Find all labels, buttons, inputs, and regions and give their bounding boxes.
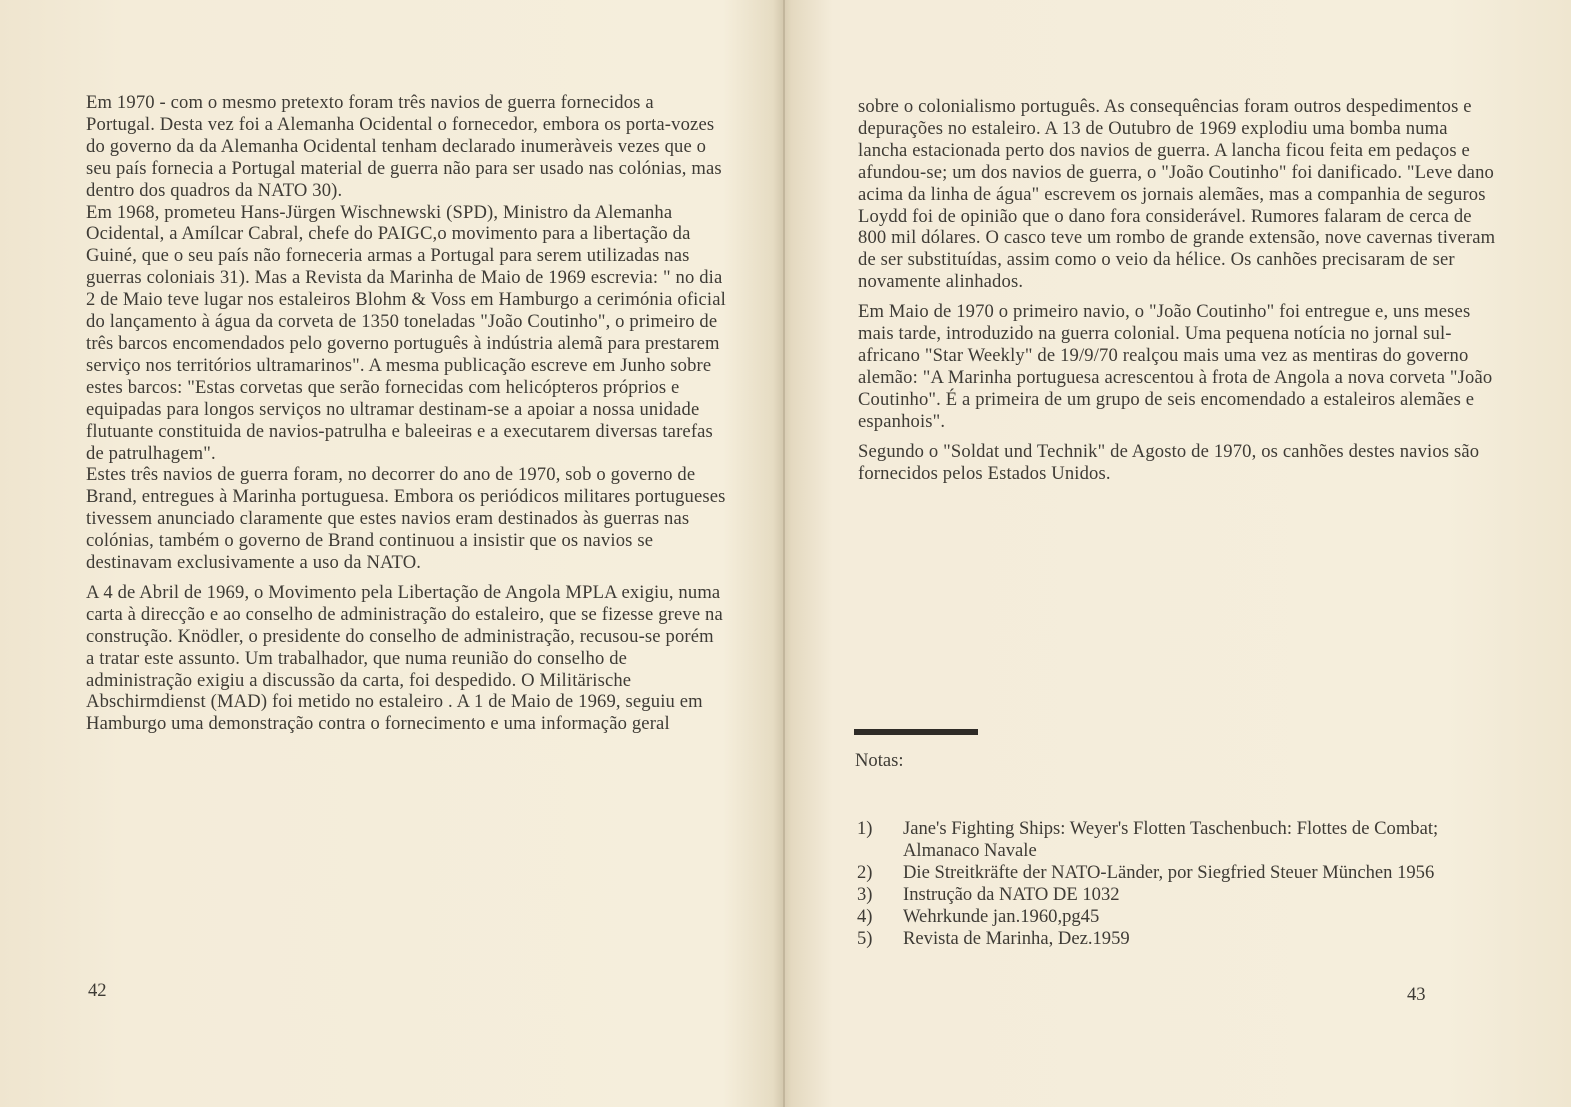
note-number: 3) bbox=[857, 883, 873, 905]
notes-list bbox=[857, 818, 1477, 949]
page-number-right: 43 bbox=[1407, 984, 1426, 1005]
left-paragraph-4: A 4 de Abril de 1969, o Movimento pela Libertação de Angola MPLA exigiu, numa carta à direcção e ao conselho de administração do estaleiro, que se fizesse greve na construção. Knödler, o presidente do conselho de administração, recusou-se porém a tratar este assunto. Um trabalhador, que numa reunião do conselho de administração exigiu a discussão da carta, foi despedido. O Militärische Abschirmdienst (MAD) foi metido no estaleiro . A 1 de Maio de 1969, seguiu em Hamburgo uma demonstração contra o fornecimento e uma informação geral bbox=[86, 581, 723, 735]
left-page-text bbox=[86, 92, 726, 735]
left-paragraph-1: Em 1970 - com o mesmo pretexto foram três navios de guerra fornecidos a Portugal. Desta vez foi a Alemanha Ocidental o fornecedor, embora os porta-vozes do governo da da Alemanha Ocidental tenham declarado inumeràveis vezes que o seu país fornecia a Portugal material de guerra não para ser usado nas colónias, mas dentro dos quadros da NATO 30). bbox=[86, 92, 722, 201]
notes-heading: Notas: bbox=[855, 750, 904, 771]
right-paragraph-2: Em Maio de 1970 o primeiro navio, o "João Coutinho" foi entregue e, uns meses mais tarde, introduzido na guerra colonial. Uma pequena notícia no jornal sul-africano "Star Weekly" de 19/9/70 realçou mais uma vez as mentiras do governo alemão: "A Marinha portuguesa acrescentou à frota de Angola a nova corveta "João Coutinho". É a primeira de um grupo de seis encomendado a estaleiros alemães e espanhois". bbox=[858, 301, 1493, 432]
left-page bbox=[0, 0, 785, 1107]
right-paragraph-3: Segundo o "Soldat und Technik" de Agosto de 1970, os canhões destes navios são fornecidos pelos Estados Unidos. bbox=[858, 440, 1480, 484]
page-number-left: 42 bbox=[88, 980, 107, 1001]
note-item bbox=[857, 906, 1477, 928]
note-number: 5) bbox=[857, 927, 873, 949]
right-paragraph-1: sobre o colonialismo português. As consequências foram outros despedimentos e depurações no estaleiro. A 13 de Outubro de 1969 explodiu uma bomba numa lancha estacionada perto dos navios de guerra. A lancha ficou feita em pedaços e afundou-se; um dos navios de guerra, o "João Coutinho" foi danificado. "Leve dano acima da linha de água" escrevem os jornais alemães, mas a companhia de seguros Loydd foi de opinião que o dano fora considerável. Rumores falaram de cerca de 800 mil dólares. O casco teve um rombo de grande extensão, nove cavernas tiveram de ser substituídas, assim como o veio da hélice. Os canhões precisaram de ser novamente alinhados. bbox=[858, 96, 1496, 293]
note-number: 2) bbox=[857, 861, 873, 883]
note-number: 1) bbox=[857, 818, 873, 839]
note-text: Wehrkunde jan.1960,pg45 bbox=[903, 905, 1100, 927]
note-text: Revista de Marinha, Dez.1959 bbox=[903, 927, 1130, 949]
note-text: Instrução da NATO DE 1032 bbox=[903, 883, 1120, 905]
note-number: 4) bbox=[857, 905, 873, 927]
note-item bbox=[857, 818, 1477, 862]
note-text: Die Streitkräfte der NATO-Länder, por Siegfried Steuer München 1956 bbox=[903, 861, 1435, 883]
left-paragraph-3: Estes três navios de guerra foram, no decorrer do ano de 1970, sob o governo de Brand, entregues à Marinha portuguesa. Embora os periódicos militares portugueses tivessem anunciado claramente que estes navios eram destinados às guerras nas colónias, também o governo de Brand continuou a insistir que os navios se destinavam exclusivamente a uso da NATO. bbox=[86, 464, 726, 574]
notes-separator-rule bbox=[854, 729, 978, 735]
note-item bbox=[857, 862, 1477, 884]
note-text: Jane's Fighting Ships: Weyer's Flotten Taschenbuch: Flottes de Combat; Almanaco Navale bbox=[903, 818, 1439, 861]
right-page-text bbox=[858, 96, 1498, 484]
note-item bbox=[857, 928, 1477, 950]
right-page bbox=[785, 0, 1571, 1107]
left-paragraph-2: Em 1968, prometeu Hans-Jürgen Wischnewski (SPD), Ministro da Alemanha Ocidental, a Amílcar Cabral, chefe do PAIGC,o movimento para a libertação da Guiné, que o seu país não forneceria armas a Portugal para serem utilizadas nas guerras coloniais 31). Mas a Revista da Marinha de Maio de 1969 escrevia: " no dia 2 de Maio teve lugar nos estaleiros Blohm & Voss em Hamburgo a cerimónia oficial do lançamento à água da corveta de 1350 toneladas "João Coutinho", o primeiro de três barcos encomendados pelo governo português à indústria alemã para prestarem serviço nos territórios ultramarinos". A mesma publicação escreve em Junho sobre estes barcos: "Estas corvetas que serão fornecidas com helicópteros próprios e equipadas para longos serviços no ultramar destinam-se a apoiar a nossa unidade flutuante constituida de navios-patrulha e baleeiras e a executarem diversas tarefas de patrulhagem". bbox=[86, 201, 726, 464]
note-item bbox=[857, 884, 1477, 906]
